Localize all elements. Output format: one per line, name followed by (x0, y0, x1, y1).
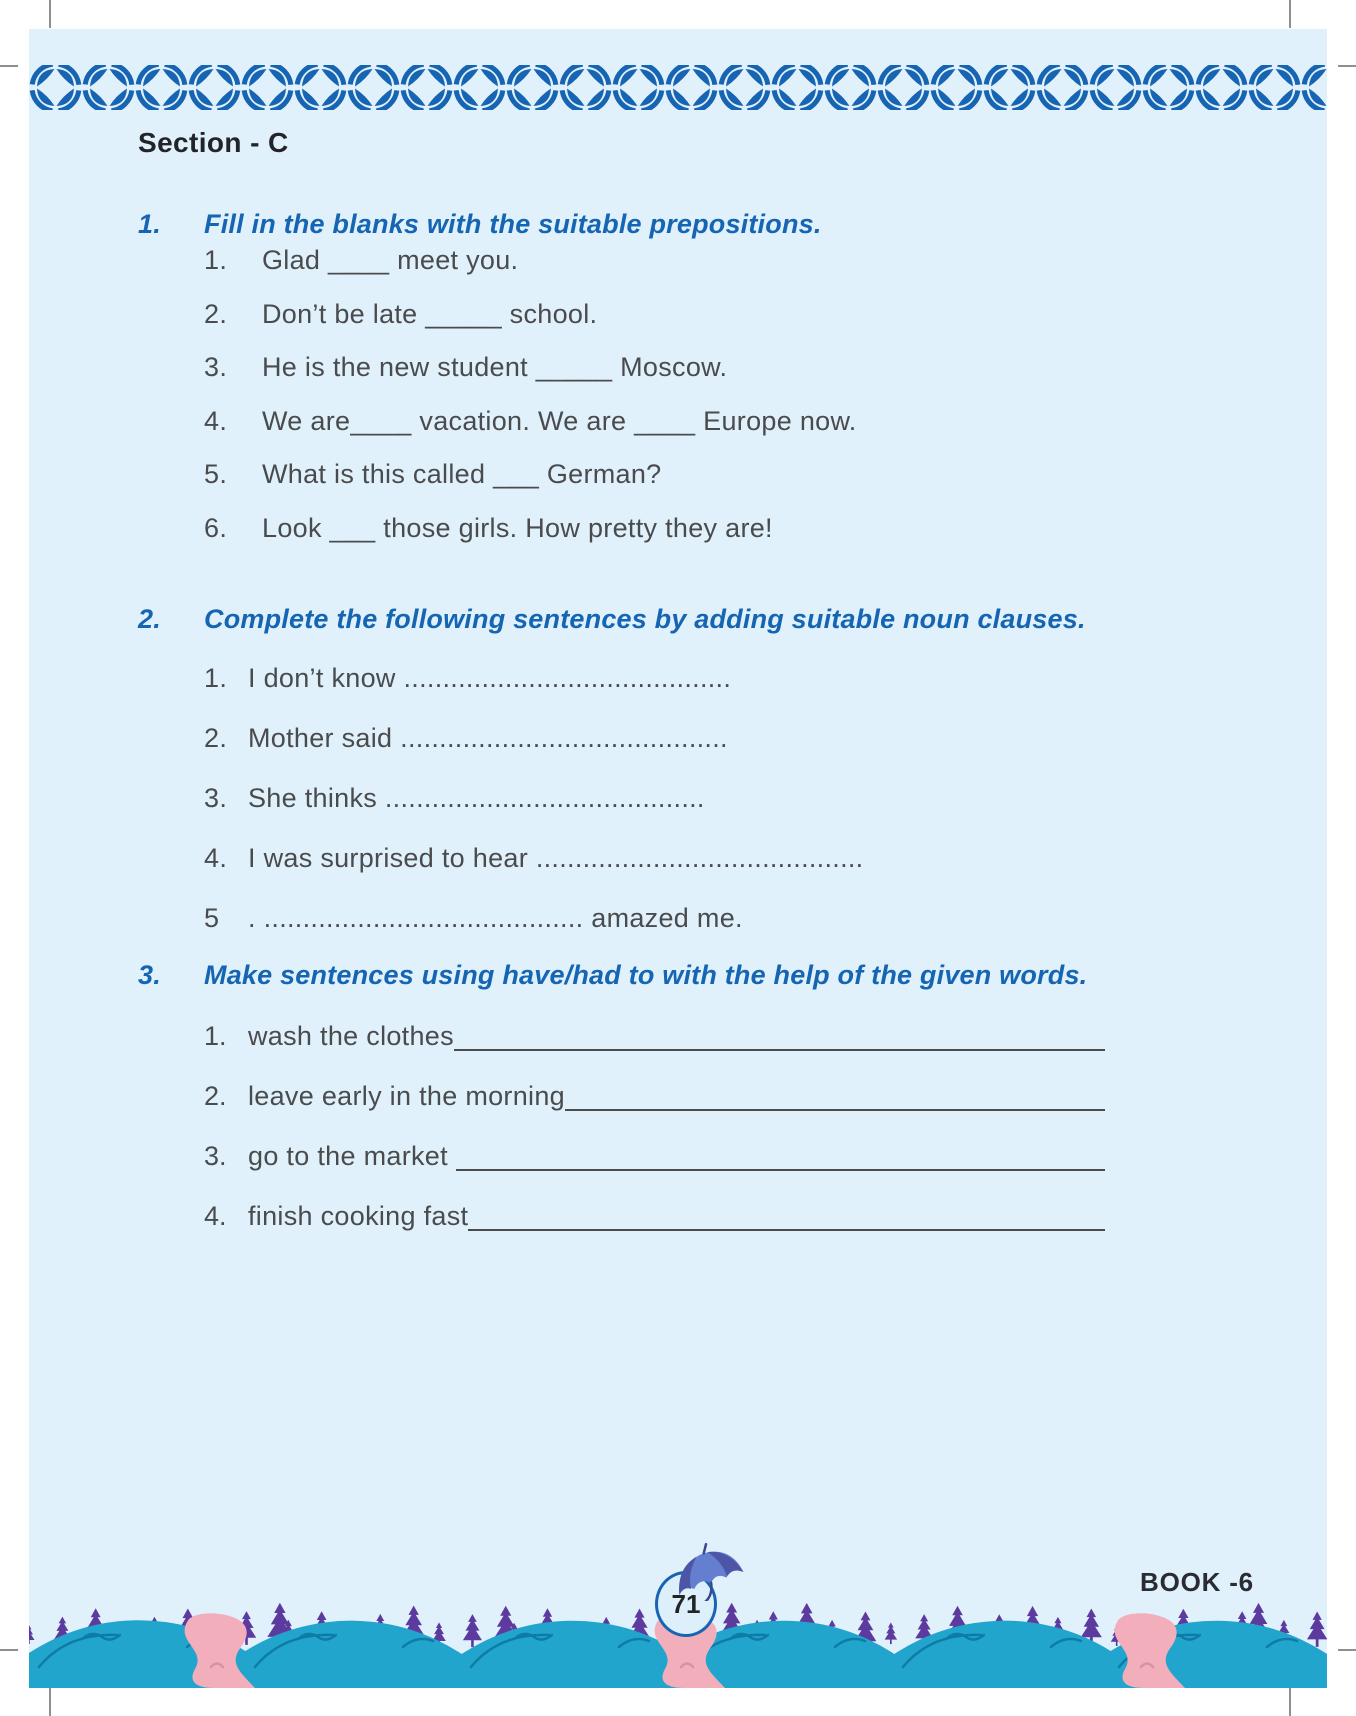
list-item (29, 299, 1327, 335)
item-text: . ......................................... amazed me. (248, 903, 743, 933)
item-number: 6. (204, 513, 228, 543)
crop-mark (1289, 1688, 1291, 1716)
item-text: wash the clothes (248, 1021, 454, 1051)
exercise-title: Make sentences using have/had to with the help of the given words. (204, 960, 1088, 990)
answer-blank-line (565, 1109, 1105, 1111)
item-number: 1. (204, 663, 228, 693)
item-number: 3. (204, 352, 228, 382)
answer-blank-line (468, 1229, 1105, 1231)
answer-blank-line (456, 1169, 1105, 1171)
list-item (248, 1081, 1105, 1117)
item-text: Look ___ those girls. How pretty they are! (262, 513, 773, 543)
answer-blank-line (454, 1049, 1105, 1051)
exercise-number: 3. (138, 960, 161, 990)
item-text: Glad ____ meet you. (262, 245, 519, 275)
exercise-number: 2. (138, 604, 161, 634)
exercise-title: Complete the following sentences by adding suitable noun clauses. (204, 604, 1086, 634)
item-text: He is the new student _____ Moscow. (262, 352, 728, 382)
page-number: 71 (671, 1588, 701, 1619)
crop-mark (1289, 0, 1291, 28)
list-item (29, 245, 1327, 281)
item-number: 5. (204, 459, 228, 489)
crop-mark (1338, 1649, 1356, 1651)
item-number: 5 (204, 903, 220, 933)
item-text: finish cooking fast (248, 1201, 469, 1231)
exercise2-heading (29, 604, 1327, 640)
list-item (29, 663, 1327, 699)
item-number: 4. (204, 1201, 227, 1231)
item-number: 3. (204, 783, 228, 813)
item-text: She thinks ......................................... (248, 783, 705, 813)
item-text: Don’t be late _____ school. (262, 299, 598, 329)
crop-mark (49, 0, 51, 28)
list-item (248, 1141, 1105, 1177)
item-number: 2. (204, 299, 228, 329)
book-label: BOOK -6 (1140, 1567, 1254, 1597)
item-number: 2. (204, 723, 228, 753)
item-number: 3. (204, 1141, 227, 1171)
item-number: 1. (204, 1021, 227, 1051)
exercise1-heading (29, 209, 1327, 245)
list-item (29, 459, 1327, 495)
list-item (29, 903, 1327, 939)
item-number: 4. (204, 843, 228, 873)
list-item (29, 843, 1327, 879)
list-item (29, 406, 1327, 442)
item-number: 1. (204, 245, 228, 275)
list-item (248, 1021, 1105, 1057)
list-item (29, 513, 1327, 549)
item-text: go to the market (248, 1141, 456, 1171)
item-text: Mother said .......................................... (248, 723, 728, 753)
crop-mark (1338, 65, 1356, 67)
page-background (29, 29, 1327, 1688)
item-text: We are____ vacation. We are ____ Europe now. (262, 406, 857, 436)
item-number: 2. (204, 1081, 227, 1111)
exercise-number: 1. (138, 209, 161, 239)
decorative-ring-border (29, 65, 1327, 110)
exercise3-heading (29, 960, 1327, 996)
item-text: What is this called ___ German? (262, 459, 662, 489)
list-item (29, 352, 1327, 388)
list-item (29, 723, 1327, 759)
list-item (248, 1201, 1105, 1237)
list-item (29, 783, 1327, 819)
item-text: I was surprised to hear .......................................... (248, 843, 864, 873)
exercise-title: Fill in the blanks with the suitable prepositions. (204, 209, 822, 239)
item-text: leave early in the morning (248, 1081, 565, 1111)
section-title: Section - C (138, 127, 289, 158)
crop-mark (0, 65, 18, 67)
item-number: 4. (204, 406, 228, 436)
umbrella-icon (646, 1529, 766, 1601)
item-text: I don’t know .......................................... (248, 663, 732, 693)
crop-mark (49, 1688, 51, 1716)
crop-mark (0, 1649, 18, 1651)
